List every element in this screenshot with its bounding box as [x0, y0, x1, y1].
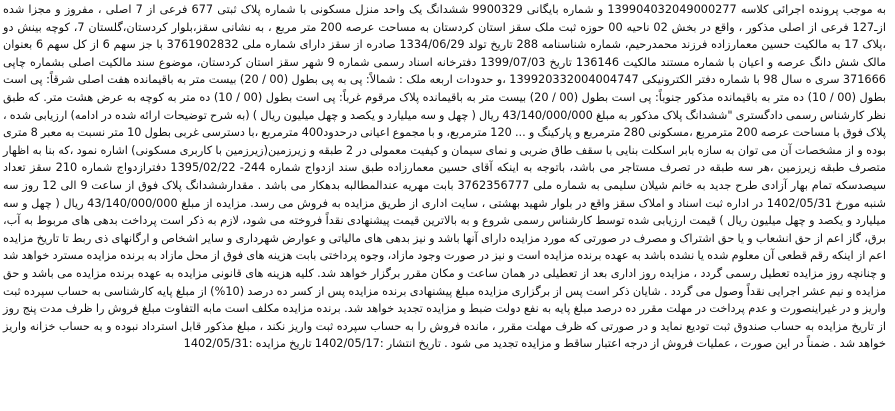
- notice-body-text: به موجب پرونده اجرائی کلاسه 139904032049000277 و شماره بایگانی 9900329 ششدانگ یک واحد منزل مسکونی با شماره پلاک ثبتی 677 فرعی از 7 اصلی ، مفروز و مجزا شده ازـ127 فرعی از اصلی مذکور ، واقع در بخش 02 ناحیه 00 حوزه ثبت ملک سقز استان کردستان به مساحت عرصه 200 متر مربع ، به نشانی سقز،بلوار کردستان،گلستان 7، کوچه بینش دو ،پلاک 17 به مالکیت حسین معمارزاده فرزند محمدرحیم، شماره شناسنامه 288 تاریخ تولد 1334/06/29 صادره از سقز دارای شماره ملی 3761902832 با جز سهم 6 از کل سهم 6 بعنوان مالک شش دانگ عرصه و اعیان با شماره مستند مالکیت 136146 تاریخ 1399/07/03 دفترخانه اسناد رسمی شماره 9 شهر سقز استان کردستان، موضوع سند مالکیت اصلی بشماره چاپی 371666 سری ه سال 98 با شماره دفتر الکترونیکی 139920332004004747 ،و حدودات اربعه ملک : شمالاً: پی به پی بطول (00 / 20) بیست متر به باقیمانده هفت اصلی شرقاً: پی است بطول (00 / 10) ده متر به باقیمانده مذکور جنوباً: پی است بطول (00 / 20) بیست متر به باقیمانده پلاک مرقوم غرباً: پی است بطول (00 / 10) ده متر به کوچه به عرض هشت متر. که طبق نظر کارشناس رسمی دادگستری "ششدانگ پلاک مذکور به مبلغ 43/140/000/000 ریال ( چهل و سه میلیارد و یکصد و چهل میلیون ریال ) (به شرح توضیحات ارائه شده در ادامه) ارزیابی شده ، پلاک فوق با مساحت عرصه 200 مترمربع ،مسکونی 280 مترمربع و پارکینگ و ... 120 مترمربع، و با مجموع اعیانی درحدود400 مترمربع ،با دسترسی غربی بطول 10 متر نسبت به معبر 8 متری بوده و از مشخصات آن می توان به سازه بابر اسکلت بنایی با سقف طاق ضربی و نمای سیمان و کیفیت معمولی در 2 طبقه و زیرزمین(زیرزمین با کاربری مسکونی) اشاره نمود ،که بنا به اظهار متصرف طبقه زیرزمین ،هر سه طبقه در تصرف مستاجر می باشد، باتوجه به اینکه آقای حسین معمارزاده طبق سند ازدواج شماره 244- 1395/02/22 دفترازدواج شماره 210 سقز تعداد سیصدسکه تمام بهار آزادی طرح جدید به خانم شیلان سلیمی به شماره ملی 3762356777 بابت مهریه عندالمطالبه بدهکار می باشد . مقدارششدانگ پلاک فوق از ساعت 9 الی 12 روز سه شنبه مورخ 1402/05/31 در اداره ثبت اسناد و املاک سقز واقع در بلوار شهید بهشتی ، سایت اداری از طریق مزایده به فروش می رسد. مزایده از مبلغ 43/140/000/000 ریال ( چهل و سه میلیارد و یکصد و چهل میلیون ریال ) قیمت ارزیابی شده توسط کارشناس رسمی شروع و به بالاترین قیمت پیشنهادی نقداً فروخته می شود، لازم به ذکر است پرداخت بدهی های مربوط به آب، برق، گاز اعم از حق انشعاب و یا حق اشتراک و مصرف در صورتی که مورد مزایده دارای آنها باشد و نیز بدهی های مالیاتی و عوارض شهرداری و سایر اشخاص و ارگانهای ذی ربط تا تاریخ مزایده اعم از اینکه رقم قطعی آن معلوم شده یا نشده باشد به عهده برنده مزایده است و نیز در صورت وجود مازاد، وجوه پرداختی بابت هزینه های فوق از محل مازاد به برنده مزایده مسترد خواهد شد و چنانچه روز مزایده تعطیل رسمی گردد ، مزایده روز اداری بعد از تعطیلی در همان ساعت و مکان مقرر برگزار خواهد شد. کلیه هزینه های قانونی مزایده به عهده برنده مزایده می باشد و حق مزایده و نیم عشر اجرایی نقداً وصول می گردد . شایان ذکر است پس از برگزاری مزایده مبلغ پیشنهادی برنده مزایده پس از کسر ده درصد (10%) از مبلغ پایه کارشناسی به حساب سپرده ثبت واریز و در غیراینصورت و عدم پرداخت در مهلت مقرر ده درصد مبلغ پایه به نفع دولت ضبط و مزایده تجدید خواهد شد. برنده مزایده مکلف است مابه التفاوت مبلغ فروش را ظرف مدت پنج روز از تاریخ مزایده به حساب صندوق ثبت تودیع نماید و در صورتی که ظرف مهلت مقرر ، مانده فروش را به حساب سپرده ثبت واریز نکند ، مبلغ مذکور قابل استرداد نبوده و به حساب خزانه واریز خواهد شد . ضمناً در این صورت ، عملیات فروش از درجه اعتبار ساقط و مزایده تجدید می شود . تاریخ انتشار :1402/05/17 تاریخ مزایده :1402/05/31: [3, 3, 887, 351]
